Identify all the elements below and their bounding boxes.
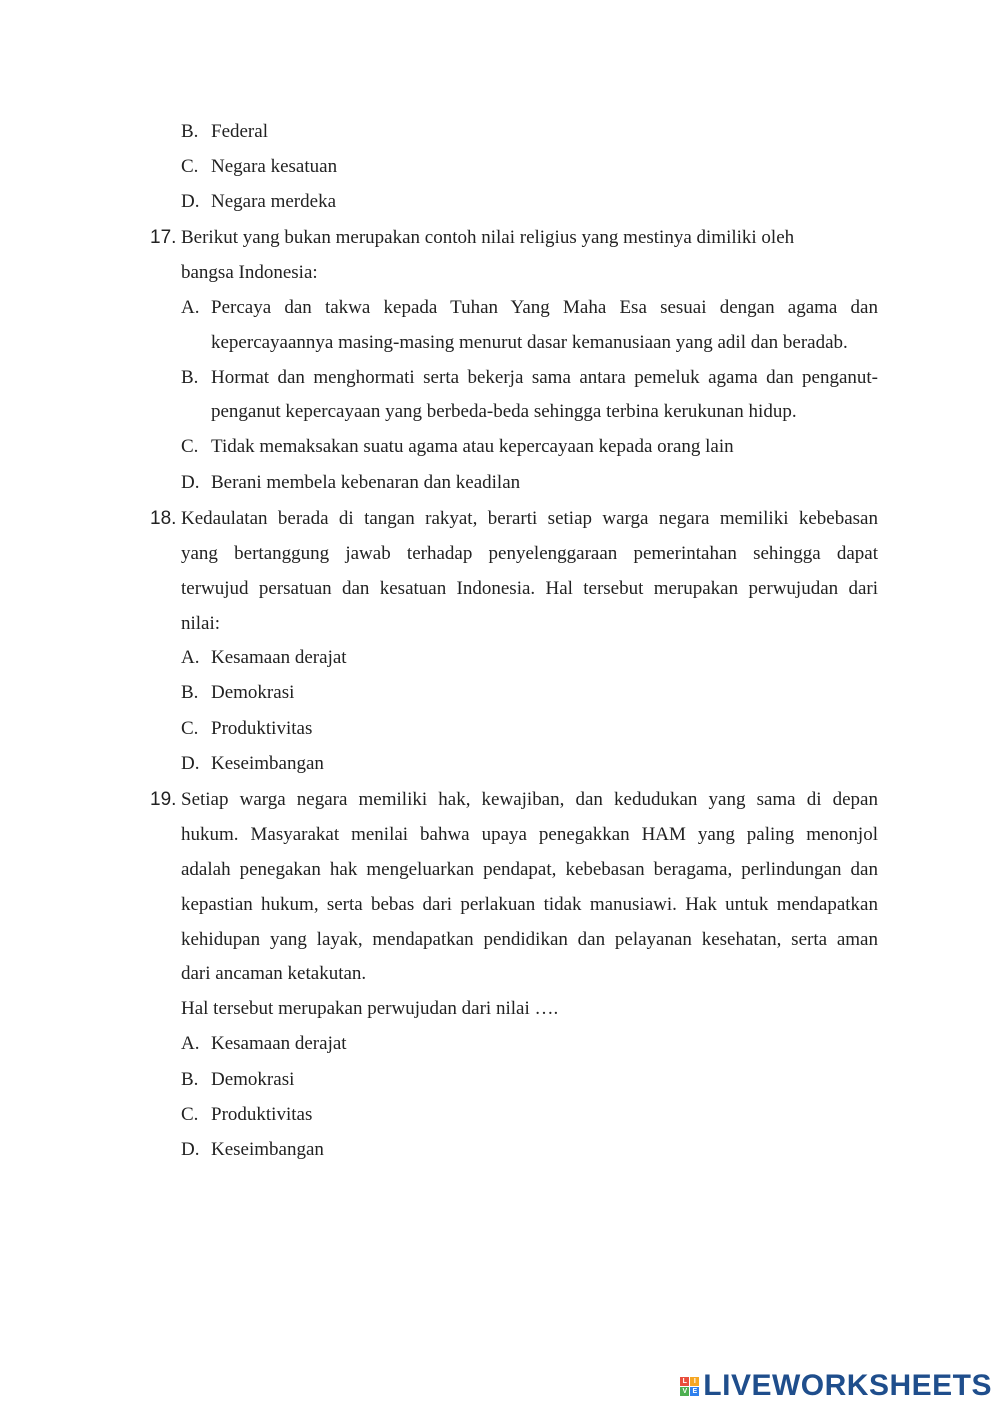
option-text-line: penganut kepercayaan yang berbeda-beda sehingga terbina kerukunan hidup. bbox=[211, 401, 797, 422]
question-text-line: hukum. Masyarakat menilai bahwa upaya penegakkan HAM yang paling menonjol bbox=[181, 824, 878, 845]
option-letter: C. bbox=[181, 1104, 199, 1125]
question-number: 19. bbox=[150, 789, 177, 810]
brand-name: LIVEWORKSHEETS bbox=[703, 1369, 992, 1402]
question-text-line: bangsa Indonesia: bbox=[181, 262, 318, 283]
option-text: Demokrasi bbox=[211, 1069, 295, 1090]
liveworksheets-logo bbox=[680, 1369, 992, 1403]
logo-mark-icon bbox=[680, 1377, 699, 1396]
option-letter: A. bbox=[181, 1033, 200, 1054]
option-letter: C. bbox=[181, 156, 199, 177]
question-number: 17. bbox=[150, 227, 177, 248]
option-letter: B. bbox=[181, 367, 199, 388]
option-text: Demokrasi bbox=[211, 682, 295, 703]
option-text-line: Tidak memaksakan suatu agama atau kepercayaan kepada orang lain bbox=[211, 436, 734, 457]
option-letter: B. bbox=[181, 121, 199, 142]
option-text-line: kepercayaannya masing-masing menurut dasar kemanusiaan yang adil dan beradab. bbox=[211, 332, 848, 353]
option-text: Produktivitas bbox=[211, 718, 313, 739]
logo-letter: E bbox=[690, 1387, 699, 1396]
option-text: Keseimbangan bbox=[211, 753, 324, 774]
option-letter: C. bbox=[181, 718, 199, 739]
option-letter: D. bbox=[181, 753, 200, 774]
option-text-line: Berani membela kebenaran dan keadilan bbox=[211, 472, 521, 493]
question-text-line: yang bertanggung jawab terhadap penyelenggaraan pemerintahan sehingga dapat bbox=[181, 543, 878, 564]
option-letter: A. bbox=[181, 647, 200, 668]
logo-letter: L bbox=[680, 1377, 689, 1386]
option-text: Kesamaan derajat bbox=[211, 647, 347, 668]
option-text: Produktivitas bbox=[211, 1104, 313, 1125]
question-text-line: dari ancaman ketakutan. bbox=[181, 963, 367, 984]
option-letter: B. bbox=[181, 682, 199, 703]
option-letter: A. bbox=[181, 297, 200, 318]
option-letter: B. bbox=[181, 1069, 199, 1090]
option-text: Negara merdeka bbox=[211, 191, 337, 212]
option-letter: D. bbox=[181, 472, 200, 493]
option-text-line: Percaya dan takwa kepada Tuhan Yang Maha Esa sesuai dengan agama dan bbox=[211, 297, 878, 318]
option-text: Keseimbangan bbox=[211, 1139, 324, 1160]
option-text: Federal bbox=[211, 121, 268, 142]
question-text-line: adalah penegakan hak mengeluarkan pendapat, kebebasan beragama, perlindungan dan bbox=[181, 859, 878, 880]
option-letter: C. bbox=[181, 436, 199, 457]
question-text-line: Hal tersebut merupakan perwujudan dari nilai …. bbox=[181, 998, 559, 1019]
question-text-line: kehidupan yang layak, mendapatkan pendidikan dan pelayanan kesehatan, serta aman bbox=[181, 929, 878, 950]
question-text-line: terwujud persatuan dan kesatuan Indonesia. Hal tersebut merupakan perwujudan dari bbox=[181, 578, 878, 599]
question-text-line: Setiap warga negara memiliki hak, kewajiban, dan kedudukan yang sama di depan bbox=[181, 789, 878, 810]
question-text-line: nilai: bbox=[181, 613, 221, 634]
option-text-line: Hormat dan menghormati serta bekerja sama antara pemeluk agama dan penganut- bbox=[211, 367, 878, 388]
question-text-line: Kedaulatan berada di tangan rakyat, berarti setiap warga negara memiliki kebebasan bbox=[181, 508, 878, 529]
logo-letter: I bbox=[690, 1377, 699, 1386]
logo-letter: V bbox=[680, 1387, 689, 1396]
option-letter: D. bbox=[181, 191, 200, 212]
option-text: Negara kesatuan bbox=[211, 156, 338, 177]
option-text: Kesamaan derajat bbox=[211, 1033, 347, 1054]
question-number: 18. bbox=[150, 508, 177, 529]
question-text-line: Berikut yang bukan merupakan contoh nilai religius yang mestinya dimiliki oleh bbox=[181, 227, 795, 248]
question-text-line: kepastian hukum, serta bebas dari perlakuan tidak manusiawi. Hak untuk mendapatkan bbox=[181, 894, 878, 915]
option-letter: D. bbox=[181, 1139, 200, 1160]
